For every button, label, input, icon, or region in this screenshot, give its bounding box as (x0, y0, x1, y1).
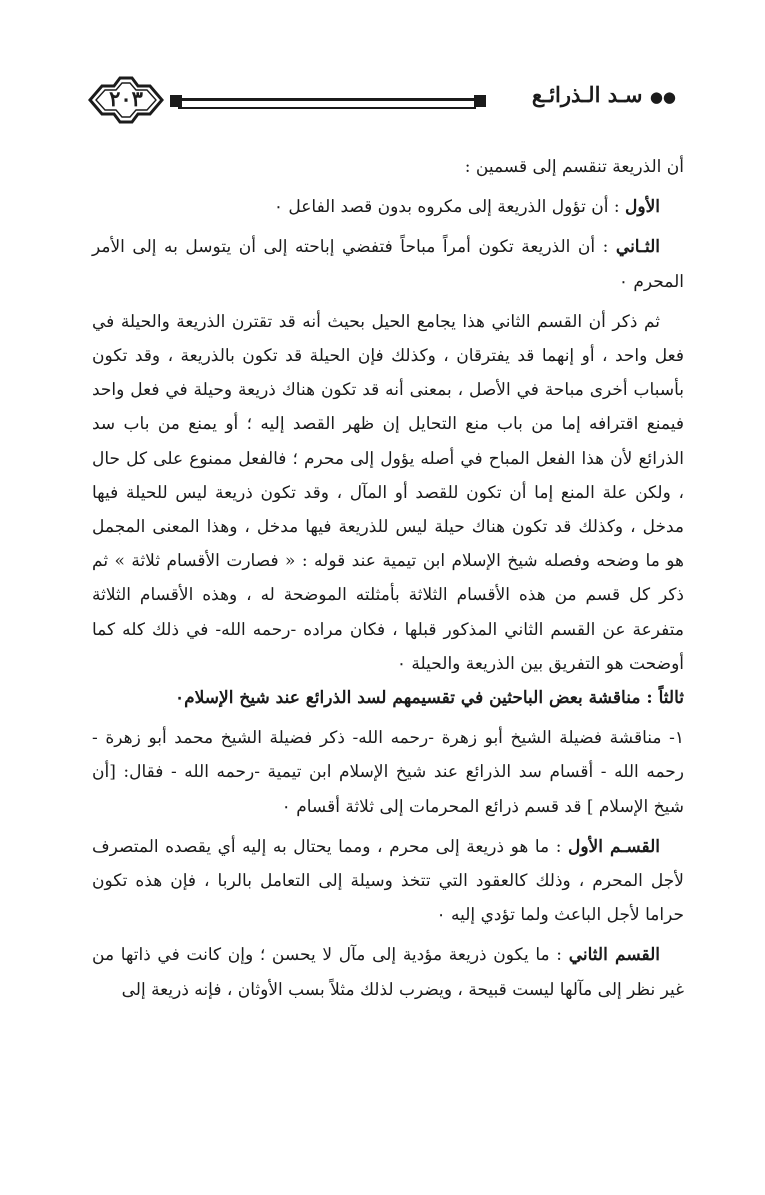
paragraph-abu-zahra: ١- مناقشة فضيلة الشيخ أبو زهرة -رحمه الله- ذكر فضيلة الشيخ محمد أبو زهرة - رحمه الله - أقسام سد الذرائع عند شيخ الإسلام ابن تيمية -رحمه الله - فقال: [أن شيخ الإسلام ] قد قسم ذرائع المحرمات إلى ثلاثة أقسام ٠ (92, 728, 684, 817)
label-category-two: القسم الثاني (568, 945, 660, 966)
paragraph-first-type (92, 190, 684, 224)
text-second: : أن الذريعة تكون أمراً مباحاً فتفضي إباحته إلى أن يتوسل به إلى الأمر المحرم ٠ (92, 237, 684, 292)
label-second: الثـاني (615, 237, 660, 258)
label-first: الأول (625, 197, 660, 218)
paragraph-category-two (92, 938, 684, 1006)
header-rule (178, 98, 476, 109)
page-number-badge (86, 72, 166, 128)
running-title (532, 82, 676, 107)
label-category-one: القسـم الأول (567, 836, 660, 857)
text-category-two: : ما يكون ذريعة مؤدية إلى مآل لا يحسن ؛ وإن كانت في ذاتها من غير نظر إلى مآلها ليست قبيحة ، ويضرب لذلك مثلاً بسب الأوثان ، فإنه ذريعة إلى (92, 945, 684, 1000)
paragraph-second-type (92, 230, 684, 298)
section-heading: ثالثاً : مناقشة بعض الباحثين في تقسيمهم لسد الذرائع عند شيخ الإسلام٠ (174, 688, 684, 709)
page-header (86, 72, 676, 128)
book-title: سـد الـذرائـع (531, 82, 643, 107)
page-number: ٢٠٣ (109, 86, 143, 111)
paragraph-discussion: ثم ذكر أن القسم الثاني هذا يجامع الحيل بحيث أنه قد تقترن الذريعة والحيلة في فعل واحد ، أو إنهما قد يفترقان ، وكذلك فإن الحيلة قد تكون بالذريعة ، وقد تكون بأسباب أخرى مباحة في الأصل ، بمعنى أنه قد تكون هناك ذريعة وحيلة في فعل واحد فيمنع اقترافه إما من باب منع التحايل إن ظهر القصد إليه ؛ أو يمنع من باب سد الذرائع لأن هذا الفعل المباح في أصله يؤول إلى محرم ؛ فالفعل ممنوع على كل حال ، ولكن علة المنع إما أن تكون للقصد أو المآل ، وقد تكون ذريعة ليس للحيلة فيها مدخل ، وكذلك قد تكون هناك حيلة ليس للذريعة فيها مدخل ، وهذا المعنى المجمل هو ما وضحه وفصله شيخ الإسلام ابن تيمية عند قوله : « فصارت الأقسام ثلاثة » ثم ذكر كل قسم من هذه الأقسام الثلاثة بأمثلته الموضحة له ، وهذه الأقسام الثلاثة متفرعة عن القسم الثاني المذكور قبلها ، فكان مراده -رحمه الله- في ذلك كله كما أوضحت هو التفريق بين الذريعة والحيلة ٠ (92, 311, 684, 674)
paragraph-intro: أن الذريعة تنقسم إلى قسمين : (464, 157, 684, 177)
page-body (92, 150, 684, 1007)
text-category-one: : ما هو ذريعة إلى محرم ، ومما يحتال به إليه أي يقصده المتصرف لأجل المحرم ، وذلك كالعقود التي تتخذ وسيلة إلى التعامل بالربا ، فإن هذه تكون حراما لأجل الباعث ولما تؤدي إليه ٠ (92, 836, 684, 926)
rule-square-left (170, 95, 182, 107)
paragraph-category-one (92, 830, 684, 933)
title-dots: ●● (649, 88, 676, 106)
text-first: : أن تؤول الذريعة إلى مكروه بدون قصد الفاعل ٠ (273, 197, 626, 218)
